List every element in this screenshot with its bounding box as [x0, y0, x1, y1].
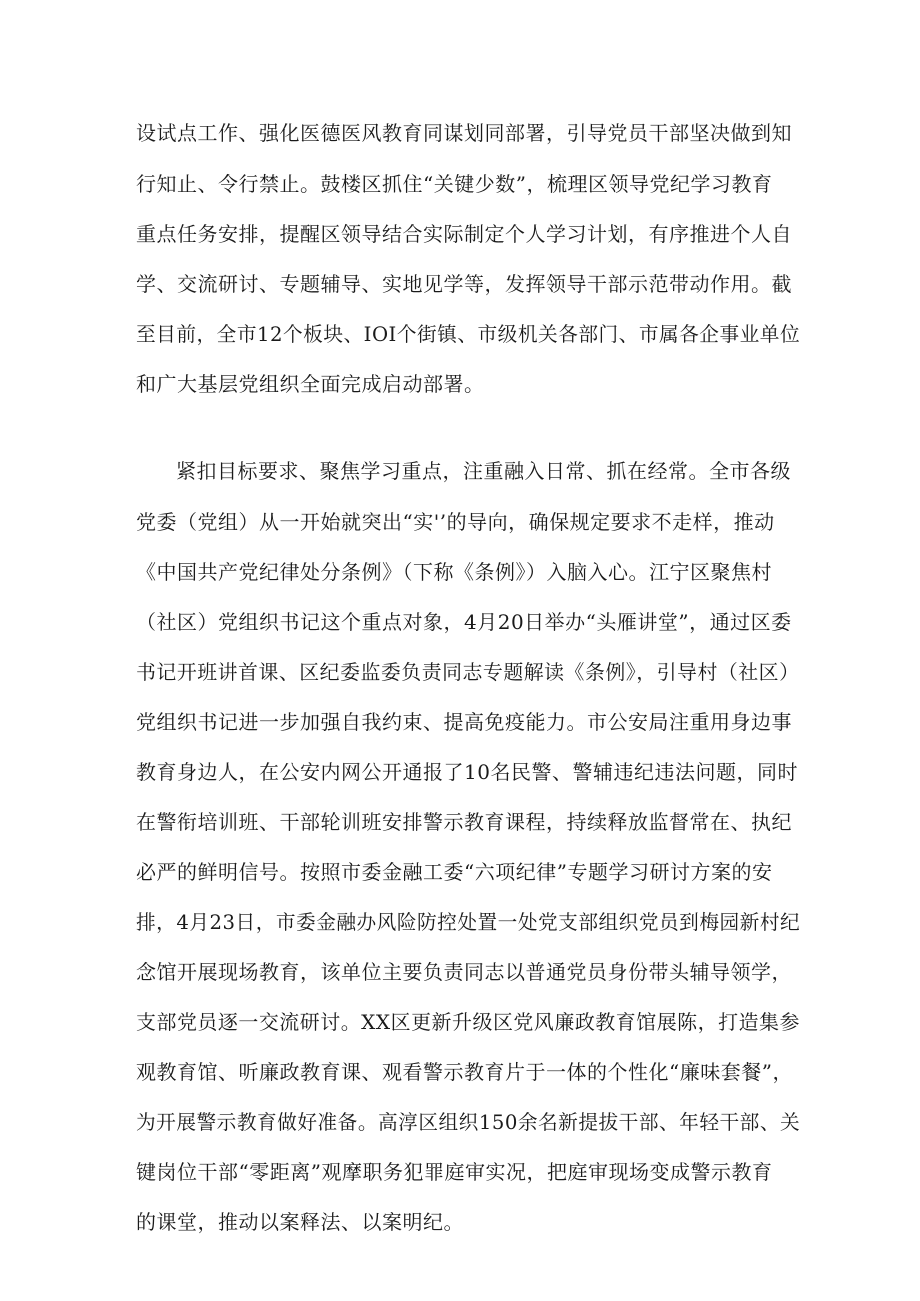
- paragraph-2-line-9: 必严的鲜明信号。按照市委金融工委“六项纪律”专题学习研讨方案的安: [136, 860, 773, 884]
- paragraph-2-line-4: （社区）党组织书记这个重点对象，4月20日举办“头雁讲堂”，通过区委: [136, 610, 792, 634]
- paragraph-2-line-1: 紧扣目标要求、聚焦学习重点，注重融入日常、抓在经常。全市各级: [176, 459, 791, 483]
- paragraph-2-line-16: 的课堂，推动以案释法、以案明纪。: [136, 1210, 464, 1234]
- paragraph-2-line-11: 念馆开展现场教育，该单位主要负责同志以普通党员身份带头辅导领学，: [136, 960, 792, 984]
- paragraph-2-line-7: 教育身边人，在公安内网公开通报了10名民警、警辅违纪违法问题，同时: [136, 760, 798, 784]
- paragraph-2-line-14: 为开展警示教育做好准备。高淳区组织150余名新提拔干部、年轻干部、关: [136, 1110, 801, 1134]
- paragraph-2-line-13: 观教育馆、听廉政教育课、观看警示教育片于一体的个性化“廉味套餐”，: [136, 1060, 793, 1084]
- paragraph-2-line-10: 排，4月23日，市委金融办风险防控处置一处党支部组织党员到梅园新村纪: [136, 910, 801, 934]
- paragraph-2-line-2: 党委（党组）从一开始就突出“实'’的导向，确保规定要求不走样，推动: [136, 510, 775, 534]
- paragraph-1-line-2: 行知止、令行禁止。鼓楼区抓住“关键少数”，梳理区领导党纪学习教育: [136, 172, 773, 196]
- paragraph-2-line-6: 党组织书记进一步加强自我约束、提高免疫能力。市公安局注重用身边事: [136, 710, 792, 734]
- paragraph-1-line-5: 至目前，全市12个板块、IOI个街镇、市级机关各部门、市属各企事业单位: [136, 322, 801, 346]
- paragraph-1-line-1: 设试点工作、强化医德医风教育同谋划同部署，引导党员干部坚决做到知: [136, 121, 792, 145]
- paragraph-1-line-4: 学、交流研讨、专题辅导、实地见学等，发挥领导干部示范带动作用。截: [136, 272, 792, 296]
- paragraph-2-line-12: 支部党员逐一交流研讨。XX区更新升级区党风廉政教育馆展陈，打造集参: [136, 1010, 800, 1034]
- paragraph-2-line-3: 《中国共产党纪律处分条例》（下称《条例》）入脑入心。江宁区聚焦村: [136, 560, 772, 584]
- paragraph-2-line-15: 键岗位干部“零距离”观摩职务犯罪庭审实况，把庭审现场变成警示教育: [136, 1160, 773, 1184]
- paragraph-1-line-6: 和广大基层党组织全面完成启动部署。: [136, 372, 485, 396]
- paragraph-2-line-8: 在警衔培训班、干部轮训班安排警示教育课程，持续释放监督常在、执纪: [136, 810, 792, 834]
- paragraph-1-line-3: 重点任务安排，提醒区领导结合实际制定个人学习计划，有序推进个人自: [136, 222, 792, 246]
- paragraph-2-line-5: 书记开班讲首课、区纪委监委负责同志专题解读《条例》，引导村（社区）: [136, 660, 800, 684]
